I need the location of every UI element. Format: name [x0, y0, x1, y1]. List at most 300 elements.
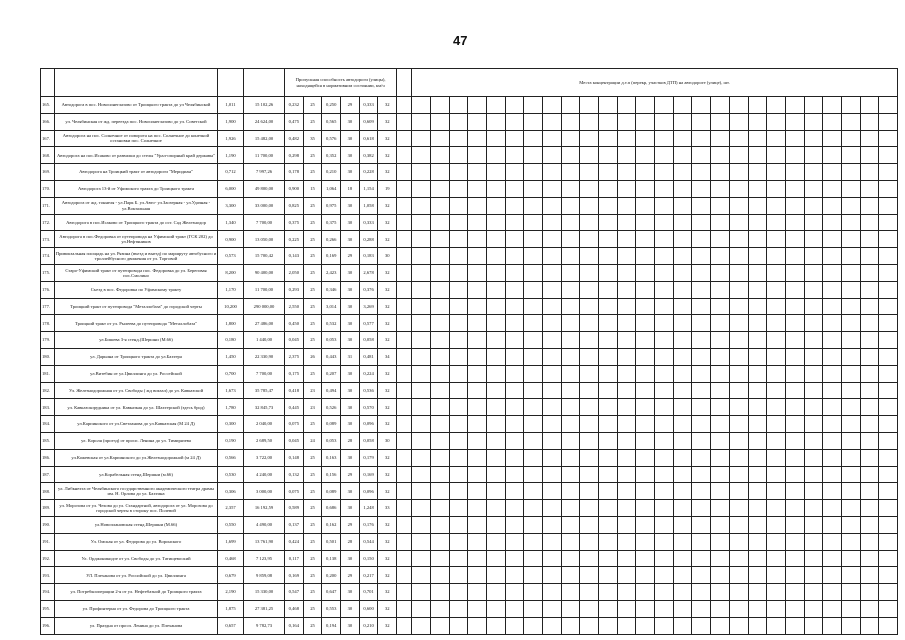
location-empty-cell — [823, 315, 842, 332]
value-2-cell: 0,494 — [322, 382, 341, 399]
location-empty-cell — [430, 264, 449, 281]
value-2-cell: 0,194 — [322, 617, 341, 634]
location-empty-cell — [599, 348, 618, 365]
value-1-cell: 0,169 — [285, 567, 304, 584]
location-empty-cell — [841, 315, 860, 332]
location-empty-cell — [524, 248, 543, 265]
location-empty-cell — [486, 466, 505, 483]
speed-3-cell: 32 — [378, 516, 397, 533]
location-empty-cell — [542, 180, 561, 197]
value-1-cell: 0,589 — [285, 500, 304, 517]
location-empty-cell — [617, 550, 636, 567]
location-empty-cell — [655, 113, 674, 130]
location-empty-cell — [823, 130, 842, 147]
value-2-cell: 0,647 — [322, 584, 341, 601]
header-spacer — [397, 69, 412, 97]
road-cost-cell: 15 102,26 — [244, 97, 285, 114]
location-empty-cell — [804, 416, 823, 433]
location-empty-cell — [673, 248, 692, 265]
road-cost-cell: 9 782,73 — [244, 617, 285, 634]
location-empty-cell — [561, 180, 580, 197]
value-3-cell: 0,333 — [359, 97, 378, 114]
value-3-cell: 0,481 — [359, 348, 378, 365]
speed-1-cell: 25 — [303, 600, 322, 617]
road-cost-cell: 22 330,90 — [244, 348, 285, 365]
location-empty-cell — [841, 516, 860, 533]
location-empty-cell — [430, 432, 449, 449]
spacer-cell — [397, 264, 412, 281]
location-empty-cell — [505, 214, 524, 231]
location-empty-cell — [636, 483, 655, 500]
location-empty-cell — [542, 533, 561, 550]
speed-3-cell: 19 — [378, 180, 397, 197]
location-empty-cell — [599, 567, 618, 584]
location-empty-cell — [804, 164, 823, 181]
value-2-cell: 0,532 — [322, 315, 341, 332]
location-empty-cell — [767, 231, 786, 248]
location-empty-cell — [841, 332, 860, 349]
location-empty-cell — [468, 332, 487, 349]
location-empty-cell — [430, 214, 449, 231]
location-empty-cell — [767, 416, 786, 433]
location-empty-cell — [767, 449, 786, 466]
location-empty-cell — [879, 164, 898, 181]
location-empty-cell — [879, 298, 898, 315]
location-empty-cell — [785, 97, 804, 114]
location-empty-cell — [655, 197, 674, 214]
location-empty-cell — [692, 197, 711, 214]
location-empty-cell — [655, 365, 674, 382]
location-empty-cell — [636, 567, 655, 584]
speed-1-cell: 25 — [303, 164, 322, 181]
spacer-cell — [397, 348, 412, 365]
location-empty-cell — [655, 617, 674, 634]
location-empty-cell — [748, 483, 767, 500]
location-empty-cell — [841, 617, 860, 634]
speed-3-cell: 34 — [378, 348, 397, 365]
location-empty-cell — [524, 332, 543, 349]
value-1-cell: 0,143 — [285, 248, 304, 265]
location-empty-cell — [636, 214, 655, 231]
location-empty-cell — [673, 483, 692, 500]
location-empty-cell — [561, 281, 580, 298]
road-name-cell: Автодорога в пос.Федоровка от путепровода на Уфимский тракт (ГСК 202) до ул.Нефтяников — [55, 231, 218, 248]
location-empty-cell — [823, 214, 842, 231]
location-empty-cell — [599, 365, 618, 382]
speed-3-cell: 32 — [378, 97, 397, 114]
location-empty-cell — [449, 248, 468, 265]
location-empty-cell — [449, 550, 468, 567]
location-empty-cell — [580, 197, 599, 214]
location-empty-cell — [617, 298, 636, 315]
value-2-cell: 0,138 — [322, 550, 341, 567]
location-empty-cell — [524, 97, 543, 114]
speed-3-cell: 32 — [378, 315, 397, 332]
value-2-cell: 0,089 — [322, 416, 341, 433]
table-body — [41, 97, 898, 635]
road-length-cell: 1,900 — [218, 113, 244, 130]
location-empty-cell — [468, 466, 487, 483]
location-empty-cell — [542, 600, 561, 617]
road-name-cell: Автодорога на пос.Исаково от развилки до стелы "Урал-опорный край державы" — [55, 147, 218, 164]
location-empty-cell — [636, 281, 655, 298]
table-row — [41, 600, 898, 617]
location-empty-cell — [430, 483, 449, 500]
location-empty-cell — [636, 365, 655, 382]
location-empty-cell — [655, 264, 674, 281]
location-empty-cell — [561, 332, 580, 349]
speed-1-cell: 25 — [303, 567, 322, 584]
spacer-cell — [397, 315, 412, 332]
location-empty-cell — [860, 130, 879, 147]
road-name-cell: ул. Либкнехта от Челябинского государственного академического театра драмы им. Н. Орлова до ул. Бахтина — [55, 483, 218, 500]
location-empty-cell — [599, 382, 618, 399]
location-empty-cell — [412, 281, 431, 298]
value-3-cell: 2,678 — [359, 264, 378, 281]
location-empty-cell — [748, 348, 767, 365]
location-empty-cell — [767, 281, 786, 298]
location-empty-cell — [430, 365, 449, 382]
location-empty-cell — [879, 281, 898, 298]
road-cost-cell: 7 700,00 — [244, 214, 285, 231]
location-empty-cell — [785, 617, 804, 634]
value-1-cell: 0,178 — [285, 164, 304, 181]
location-empty-cell — [524, 483, 543, 500]
location-empty-cell — [412, 600, 431, 617]
value-3-cell: 3,269 — [359, 298, 378, 315]
location-empty-cell — [860, 231, 879, 248]
value-3-cell: 0,376 — [359, 281, 378, 298]
table-row — [41, 416, 898, 433]
location-empty-cell — [767, 466, 786, 483]
road-length-cell: 0,468 — [218, 550, 244, 567]
road-name-cell: ул. Праздна от просп. Ленина до ул. Плеханова — [55, 617, 218, 634]
location-empty-cell — [561, 97, 580, 114]
speed-3-cell: 32 — [378, 264, 397, 281]
location-empty-cell — [486, 399, 505, 416]
location-empty-cell — [617, 399, 636, 416]
location-empty-cell — [636, 332, 655, 349]
row-number-cell: 193. — [41, 567, 55, 584]
road-length-cell: 0,300 — [218, 416, 244, 433]
location-empty-cell — [430, 550, 449, 567]
road-name-cell: Автодорога на Троицкий тракт от автодороги "Меридиан" — [55, 164, 218, 181]
road-name-cell: Троицкий тракт от путепровода "Металлобаза" до городской черты — [55, 298, 218, 315]
location-empty-cell — [711, 298, 730, 315]
location-empty-cell — [542, 248, 561, 265]
location-empty-cell — [673, 214, 692, 231]
location-empty-cell — [860, 164, 879, 181]
location-empty-cell — [449, 315, 468, 332]
location-empty-cell — [412, 315, 431, 332]
location-empty-cell — [841, 197, 860, 214]
location-empty-cell — [655, 516, 674, 533]
value-1-cell: 0,175 — [285, 365, 304, 382]
location-empty-cell — [617, 483, 636, 500]
road-name-cell: Съезд в пос. Федоровка по Уфимскому тракту — [55, 281, 218, 298]
location-empty-cell — [785, 600, 804, 617]
location-empty-cell — [692, 584, 711, 601]
location-empty-cell — [580, 97, 599, 114]
speed-1-cell: 24 — [303, 432, 322, 449]
location-empty-cell — [655, 348, 674, 365]
location-empty-cell — [542, 365, 561, 382]
location-empty-cell — [486, 533, 505, 550]
table-row — [41, 533, 898, 550]
location-empty-cell — [449, 617, 468, 634]
location-empty-cell — [430, 500, 449, 517]
location-empty-cell — [542, 449, 561, 466]
location-empty-cell — [879, 248, 898, 265]
location-empty-cell — [841, 214, 860, 231]
location-empty-cell — [412, 533, 431, 550]
location-empty-cell — [785, 164, 804, 181]
location-empty-cell — [879, 516, 898, 533]
location-empty-cell — [430, 600, 449, 617]
location-empty-cell — [692, 113, 711, 130]
location-empty-cell — [524, 214, 543, 231]
value-2-cell: 0,526 — [322, 399, 341, 416]
row-number-cell: 183. — [41, 399, 55, 416]
location-empty-cell — [580, 399, 599, 416]
location-empty-cell — [505, 416, 524, 433]
location-empty-cell — [636, 298, 655, 315]
location-empty-cell — [823, 97, 842, 114]
road-name-cell: Ул. Железнодорожная от ул. Свободы ( жд вокзал) до ул. Кавказской — [55, 382, 218, 399]
location-empty-cell — [804, 567, 823, 584]
spacer-cell — [397, 164, 412, 181]
table-row — [41, 315, 898, 332]
location-empty-cell — [599, 130, 618, 147]
location-empty-cell — [468, 214, 487, 231]
location-empty-cell — [692, 298, 711, 315]
location-empty-cell — [804, 281, 823, 298]
location-empty-cell — [860, 533, 879, 550]
speed-2-cell: 30 — [341, 483, 360, 500]
location-empty-cell — [711, 315, 730, 332]
location-empty-cell — [449, 348, 468, 365]
road-cost-cell: 11 700,00 — [244, 147, 285, 164]
location-empty-cell — [561, 399, 580, 416]
location-empty-cell — [449, 147, 468, 164]
location-empty-cell — [636, 550, 655, 567]
spacer-cell — [397, 550, 412, 567]
location-empty-cell — [767, 483, 786, 500]
location-empty-cell — [673, 617, 692, 634]
location-empty-cell — [449, 130, 468, 147]
location-empty-cell — [655, 315, 674, 332]
location-empty-cell — [860, 416, 879, 433]
location-empty-cell — [430, 348, 449, 365]
location-empty-cell — [879, 214, 898, 231]
location-empty-cell — [823, 399, 842, 416]
location-empty-cell — [711, 500, 730, 517]
road-length-cell: 1,673 — [218, 382, 244, 399]
row-number-cell: 170. — [41, 180, 55, 197]
location-empty-cell — [655, 449, 674, 466]
location-empty-cell — [636, 584, 655, 601]
location-empty-cell — [860, 197, 879, 214]
road-name-cell: Троицкий тракт от ул. Рылеева до путепровода "Металлобаза" — [55, 315, 218, 332]
location-empty-cell — [561, 231, 580, 248]
location-empty-cell — [636, 197, 655, 214]
location-empty-cell — [692, 180, 711, 197]
location-empty-cell — [486, 600, 505, 617]
value-1-cell: 0,045 — [285, 432, 304, 449]
location-empty-cell — [673, 332, 692, 349]
location-empty-cell — [468, 567, 487, 584]
location-empty-cell — [468, 97, 487, 114]
location-empty-cell — [804, 298, 823, 315]
spacer-cell — [397, 180, 412, 197]
speed-1-cell: 25 — [303, 533, 322, 550]
location-empty-cell — [879, 483, 898, 500]
road-cost-cell: 32 845,73 — [244, 399, 285, 416]
speed-1-cell: 25 — [303, 147, 322, 164]
speed-1-cell: 25 — [303, 416, 322, 433]
location-empty-cell — [673, 298, 692, 315]
location-empty-cell — [468, 449, 487, 466]
location-empty-cell — [561, 466, 580, 483]
location-empty-cell — [468, 315, 487, 332]
location-empty-cell — [767, 147, 786, 164]
road-name-cell: ул. Профинтерна от ул. Федорова до Троицкого тракта — [55, 600, 218, 617]
location-empty-cell — [524, 567, 543, 584]
row-number-cell: 174. — [41, 248, 55, 265]
location-empty-cell — [412, 197, 431, 214]
location-empty-cell — [617, 567, 636, 584]
road-cost-cell: 7 997,26 — [244, 164, 285, 181]
location-empty-cell — [580, 348, 599, 365]
road-cost-cell: 4 240,00 — [244, 466, 285, 483]
location-empty-cell — [468, 483, 487, 500]
location-empty-cell — [542, 298, 561, 315]
location-empty-cell — [599, 315, 618, 332]
location-empty-cell — [767, 97, 786, 114]
table-row — [41, 567, 898, 584]
location-empty-cell — [692, 617, 711, 634]
location-empty-cell — [729, 97, 748, 114]
value-1-cell: 0,475 — [285, 113, 304, 130]
road-length-cell: 1,340 — [218, 214, 244, 231]
location-empty-cell — [449, 466, 468, 483]
location-empty-cell — [785, 399, 804, 416]
location-empty-cell — [841, 466, 860, 483]
location-empty-cell — [636, 466, 655, 483]
row-number-cell: 194. — [41, 584, 55, 601]
location-empty-cell — [542, 416, 561, 433]
location-empty-cell — [617, 382, 636, 399]
location-empty-cell — [505, 382, 524, 399]
value-1-cell: 0,825 — [285, 197, 304, 214]
location-empty-cell — [655, 567, 674, 584]
location-empty-cell — [542, 315, 561, 332]
location-empty-cell — [580, 533, 599, 550]
speed-3-cell: 30 — [378, 432, 397, 449]
speed-3-cell: 32 — [378, 483, 397, 500]
spacer-cell — [397, 113, 412, 130]
location-empty-cell — [729, 214, 748, 231]
location-empty-cell — [636, 264, 655, 281]
location-empty-cell — [412, 147, 431, 164]
location-empty-cell — [860, 382, 879, 399]
location-empty-cell — [692, 97, 711, 114]
location-empty-cell — [412, 348, 431, 365]
location-empty-cell — [655, 97, 674, 114]
location-empty-cell — [879, 97, 898, 114]
location-empty-cell — [599, 264, 618, 281]
value-2-cell: 0,162 — [322, 516, 341, 533]
location-empty-cell — [561, 348, 580, 365]
location-empty-cell — [711, 432, 730, 449]
location-empty-cell — [823, 483, 842, 500]
location-empty-cell — [617, 147, 636, 164]
location-empty-cell — [505, 600, 524, 617]
location-empty-cell — [486, 382, 505, 399]
spacer-cell — [397, 97, 412, 114]
location-empty-cell — [580, 550, 599, 567]
speed-3-cell: 33 — [378, 500, 397, 517]
location-empty-cell — [655, 332, 674, 349]
location-empty-cell — [841, 113, 860, 130]
location-empty-cell — [524, 180, 543, 197]
speed-3-cell: 30 — [378, 248, 397, 265]
location-empty-cell — [748, 197, 767, 214]
location-empty-cell — [860, 516, 879, 533]
spacer-cell — [397, 298, 412, 315]
location-empty-cell — [599, 416, 618, 433]
location-empty-cell — [655, 281, 674, 298]
location-empty-cell — [692, 516, 711, 533]
location-empty-cell — [561, 113, 580, 130]
value-3-cell: 0,176 — [359, 516, 378, 533]
road-length-cell: 0,530 — [218, 466, 244, 483]
location-empty-cell — [711, 264, 730, 281]
location-empty-cell — [823, 466, 842, 483]
speed-1-cell: 25 — [303, 500, 322, 517]
value-1-cell: 0,418 — [285, 382, 304, 399]
location-empty-cell — [823, 281, 842, 298]
spacer-cell — [397, 365, 412, 382]
location-empty-cell — [449, 399, 468, 416]
location-empty-cell — [468, 248, 487, 265]
row-number-cell: 177. — [41, 298, 55, 315]
location-empty-cell — [879, 449, 898, 466]
location-empty-cell — [711, 281, 730, 298]
location-empty-cell — [804, 147, 823, 164]
location-empty-cell — [711, 147, 730, 164]
road-length-cell: 0,306 — [218, 483, 244, 500]
location-empty-cell — [449, 113, 468, 130]
location-empty-cell — [823, 180, 842, 197]
location-empty-cell — [860, 113, 879, 130]
speed-1-cell: 25 — [303, 550, 322, 567]
location-empty-cell — [673, 231, 692, 248]
location-empty-cell — [580, 500, 599, 517]
road-cost-cell: 1 440,00 — [244, 332, 285, 349]
location-empty-cell — [468, 533, 487, 550]
location-empty-cell — [449, 584, 468, 601]
location-empty-cell — [505, 97, 524, 114]
location-empty-cell — [561, 550, 580, 567]
value-3-cell: 0,544 — [359, 533, 378, 550]
road-length-cell: 0,550 — [218, 516, 244, 533]
location-empty-cell — [505, 281, 524, 298]
road-cost-cell: 24 624,00 — [244, 113, 285, 130]
location-empty-cell — [729, 365, 748, 382]
location-empty-cell — [412, 180, 431, 197]
table-row — [41, 584, 898, 601]
